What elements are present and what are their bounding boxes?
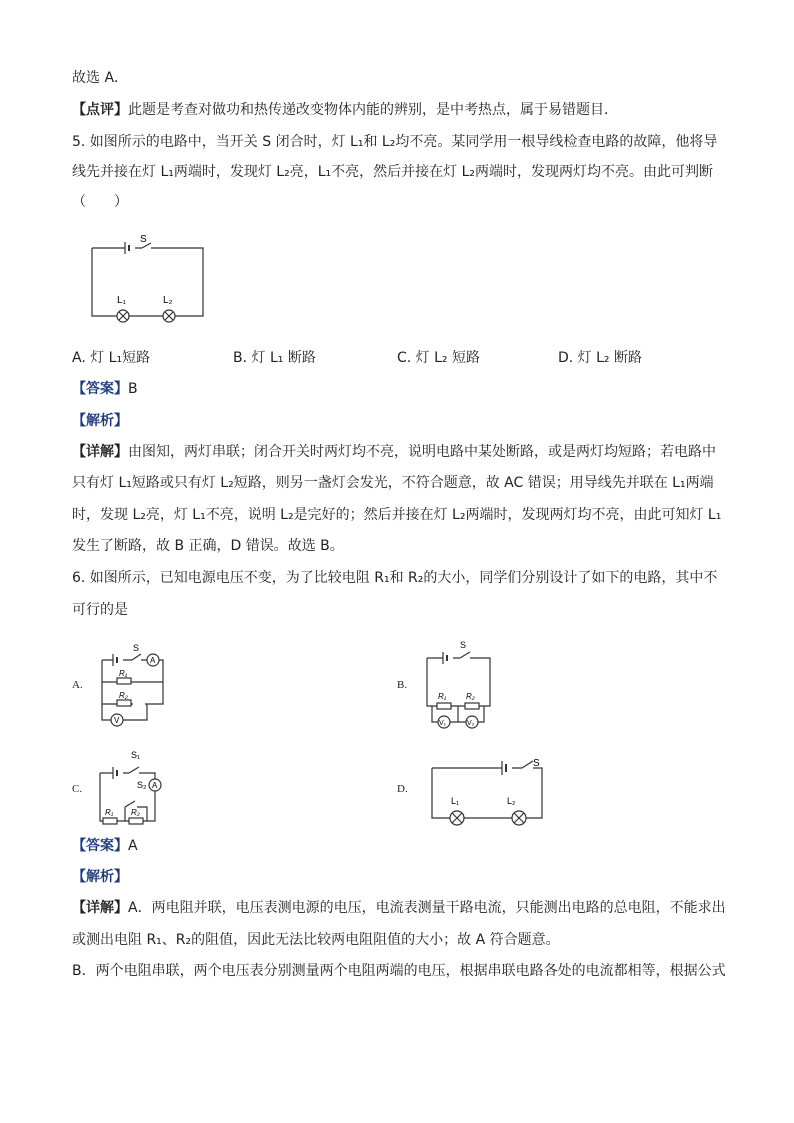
figa-ammeter-label: A (150, 656, 156, 665)
q5-stem-line3: （ ） (72, 194, 128, 210)
q6-figure-a-label: A. (72, 679, 83, 691)
lamp-l2-icon (512, 811, 526, 825)
resistor-r2-icon (117, 700, 131, 706)
q6-circuit-b (420, 636, 495, 741)
figb-switch-label: S (460, 640, 467, 650)
q6-stem-line2: 可行的是 (72, 602, 128, 618)
q5-switch-label: S (140, 234, 147, 245)
q6-figure-d-label: D. (397, 783, 408, 795)
figa-r1-label: R₁ (119, 669, 128, 678)
q6-answer-tag: 【答案】 (72, 838, 128, 854)
figc-s2-label: S₂ (137, 780, 147, 790)
q6-figure-b-label: B. (397, 679, 408, 691)
figd-switch-label: S (533, 758, 540, 769)
resistor-r2-icon (129, 818, 143, 824)
lamp-l1-icon (117, 310, 129, 322)
q6-detail-text1: A．两电阻并联，电压表测电源的电压，电流表测量干路电流，只能测出电路的总电阻，不能求出 (128, 900, 726, 916)
q5-stem-line2: 线先并接在灯 L₁两端时，发现灯 L₂亮，L₁不亮，然后并接在灯 L₂两端时，发现两灯均不亮。由此可判断 (72, 164, 713, 180)
figd-lamp1-label: L₁ (451, 796, 460, 806)
q5-detail-line1 (72, 442, 716, 462)
q5-detail-text1: 由图知，两灯串联；闭合开关时两灯均不亮，说明电路中某处断路，或是两灯均短路；若电路中 (128, 444, 716, 460)
figc-r1-label: R₁ (105, 808, 114, 817)
figa-voltmeter-label: V (114, 716, 120, 725)
comment-line (72, 100, 618, 120)
comment-tag: 【点评】 (72, 102, 128, 118)
figb-v1-label: V₁ (439, 720, 447, 727)
q5-circuit-figure (85, 232, 210, 327)
q5-detail-line3: 时，发现 L₂亮，灯 L₁不亮，说明 L₂是完好的；然后并接在灯 L₂两端时，发现两灯均不亮，由此可知灯 L₁ (72, 507, 722, 523)
q6-detail-line1 (72, 898, 726, 918)
q6-circuit-a (95, 640, 170, 732)
q5-lamp2-label: L₂ (163, 295, 173, 306)
q6-stem-line1: 6. 如图所示，已知电源电压不变，为了比较电阻 R₁和 R₂的大小，同学们分别设计了如下的电路，其中不 (72, 570, 718, 586)
figc-s1-label: S₁ (131, 750, 141, 760)
resistor-r1-icon (103, 818, 117, 824)
q6-detail-tag: 【详解】 (72, 900, 128, 916)
q5-answer-tag: 【答案】 (72, 381, 128, 397)
q5-answer-value: B (128, 381, 138, 397)
lamp-l1-icon (450, 811, 464, 825)
q5-option-a: A. 灯 L₁短路 (72, 350, 151, 366)
q5-stem-line1: 5. 如图所示的电路中，当开关 S 闭合时，灯 L₁和 L₂均不亮。某同学用一根导线检查电路的故障，他将导 (72, 134, 718, 150)
q5-option-c: C. 灯 L₂ 短路 (397, 350, 480, 366)
q5-lamp1-label: L₁ (117, 295, 126, 306)
q5-option-d: D. 灯 L₂ 断路 (558, 350, 642, 366)
resistor-r1-icon (117, 678, 131, 684)
q5-answer (72, 379, 138, 399)
q5-detail-line4: 发生了断路，故 B 正确，D 错误。故选 B。 (72, 538, 344, 554)
figb-v2-label: V₂ (467, 720, 475, 727)
figd-lamp2-label: L₂ (507, 796, 516, 806)
q6-analysis-tag: 【解析】 (72, 869, 128, 885)
q5-analysis-tag: 【解析】 (72, 413, 128, 429)
figc-ammeter-label: A (152, 781, 158, 790)
q5-detail-line2: 只有灯 L₁短路或只有灯 L₂短路，则另一盏灯会发光，不符合题意，故 AC 错误；用导线先并联在 L₁两端 (72, 475, 714, 491)
q6-answer-value: A (128, 838, 138, 854)
figc-r2-label: R₂ (131, 808, 140, 817)
figa-switch-label: S (133, 643, 140, 653)
previous-choice: 故选 A． (72, 70, 129, 86)
figb-r2-label: R₂ (466, 692, 475, 701)
q6-circuit-c (95, 745, 175, 830)
q6-circuit-d (425, 755, 550, 835)
figa-r2-label: R₂ (119, 691, 128, 700)
q5-option-b: B. 灯 L₁ 断路 (233, 350, 316, 366)
q6-answer (72, 836, 138, 856)
figb-r1-label: R₁ (438, 692, 447, 701)
q6-detail-line3: B．两个电阻串联，两个电压表分别测量两个电阻两端的电压，根据串联电路各处的电流都相等，根据公式 (72, 963, 726, 979)
q6-detail-line2: 或测出电阻 R₁、R₂的阻值，因此无法比较两电阻阻值的大小；故 A 符合题意。 (72, 932, 560, 948)
comment-text: 此题是考查对做功和热传递改变物体内能的辨别，是中考热点，属于易错题目． (128, 102, 618, 118)
q6-figure-c-label: C. (72, 783, 83, 795)
q5-detail-tag: 【详解】 (72, 444, 128, 460)
lamp-l2-icon (163, 310, 175, 322)
resistor-r1-icon (437, 703, 451, 709)
resistor-r2-icon (465, 703, 479, 709)
